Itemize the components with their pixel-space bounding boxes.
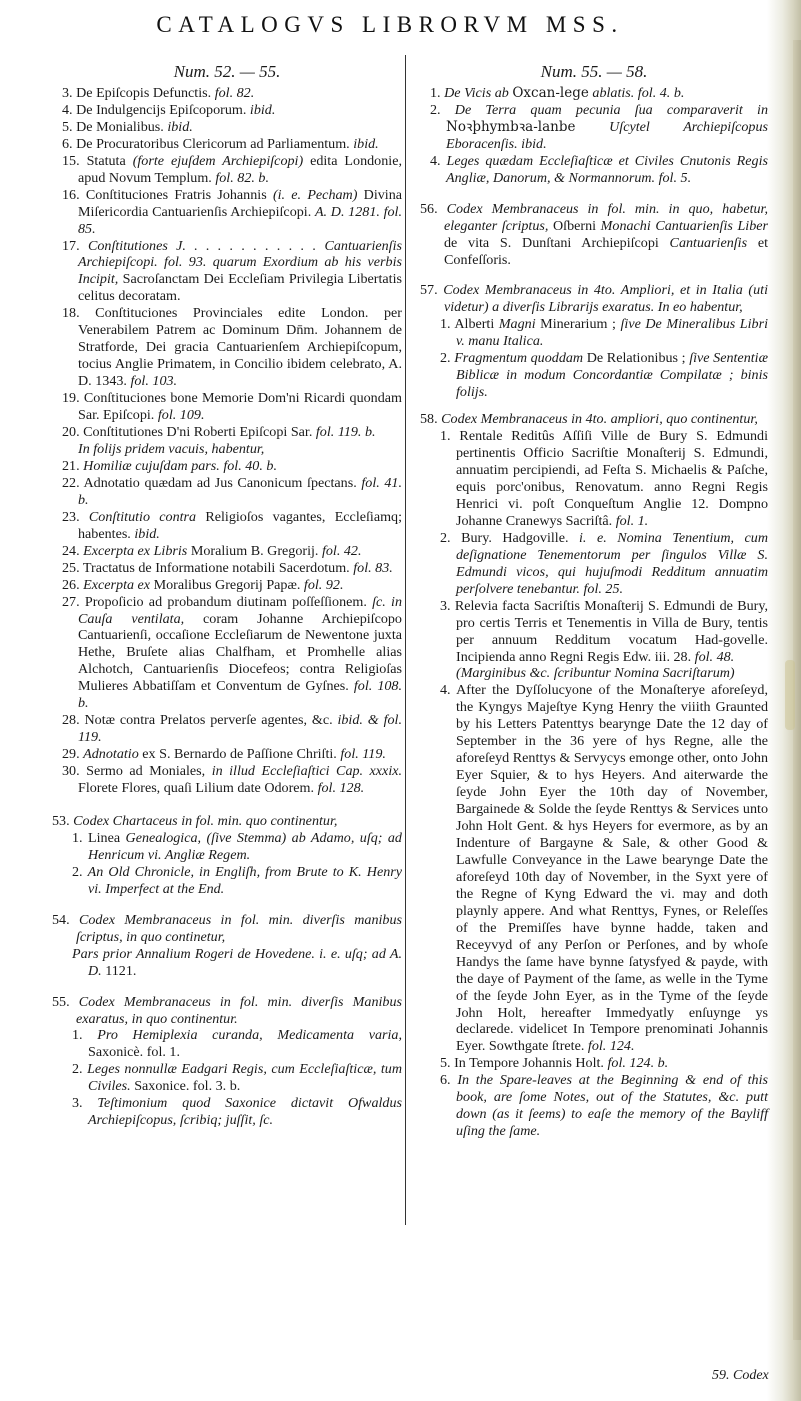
num-range: 52. — 55. (214, 62, 281, 81)
left-num-heading (52, 64, 402, 81)
entry-3: 3. De Epiſcopis Defunctis. fol. 82. (62, 84, 255, 101)
codex-57-item-2: 2. Fragmentum quoddam De Relationibus ; ſive Sententiæ Biblicæ in modum Concordantiæ Compilatæ ; binis folijs. (440, 350, 768, 401)
entry-21: 21. Homiliæ cujuſdam pars. fol. 40. b. (62, 457, 277, 474)
entry-4: 4. De Indulgencijs Epiſcoporum. ibid. (62, 101, 276, 118)
codex-58-item-3: 3. Relevia facta Sacriſtis Monaſterij S. Edmundi de Bury, pro certis Terris et Tenementis in Villa de Bury, tentis per annuum Redditum vocatum Had-govelle. Incipienda anno Regni Regis Edw. iii. 28. fol. 48. (Marginibus &c. ſcribuntur Nomina Sacriſtarum) (440, 597, 768, 682)
right-entry-2: 2. De Terra quam pecunia ſua comparaverit in Noꝛþhymbꝛa-lanbe Uſcytel Archiepiſcopus Eboracenſis. ibid. (430, 101, 768, 152)
entry-28: 28. Notæ contra Prelatos perverſe agentes, &c. ibid. & fol. 119. (62, 712, 402, 746)
left-column (52, 58, 402, 1129)
entry-6: 6. De Procuratoribus Clericorum ad Parliamentum. ibid. (62, 135, 379, 152)
entry-25: 25. Tractatus de Informatione notabili Sacerdotum. fol. 83. (62, 559, 393, 576)
codex-58-item-2: 2. Bury. Hadgoville. i. e. Nomina Tenentium, cum deſignatione Tenementorum per ſingulos Villæ S. Edmundi vicos, qui hujuſmodi Redditum annuatim perſolvere tenebantur. fol. 25. (440, 529, 769, 597)
entry-30: 30. Sermo ad Moniales, in illud Eccleſiaſtici Cap. xxxix. Florete Flores, quaſi Lilium date Odorem. fol. 128. (62, 763, 403, 797)
num-range: 55. — 58. (581, 62, 648, 81)
num-label: Num. (173, 62, 210, 81)
entry-15: 15. Statuta (forte ejuſdem Archiepiſcopi) edita Londonie, apud Novum Templum. fol. 82. b. (62, 152, 402, 186)
entry-20: 20. Conſtitutiones D'ni Roberti Epiſcopi Sar. fol. 119. b. In folijs pridem vacuis, habentur, (62, 424, 376, 457)
codex-58: 58. Codex Membranaceus in 4to. ampliori, quo continentur, (420, 411, 758, 428)
page-stain (785, 660, 795, 730)
codex-57-item-1: 1. Alberti Magni Minerarium ; ſive De Mineralibus Libri v. manu Italica. (440, 316, 768, 350)
codex-55-item-3: 3. Teſtimonium quod Saxonice dictavit Ofwaldus Archiepiſcopus, ſcribiq; juſſit, ſc. (72, 1095, 402, 1129)
entry-29: 29. Adnotatio ex S. Bernardo de Paſſione Chriſti. fol. 119. (62, 746, 386, 763)
column-divider (405, 55, 406, 1225)
entry-22: 22. Adnotatio quædam ad Jus Canonicum ſpectans. fol. 41. b. (62, 474, 403, 508)
codex-56: 56. Codex Membranaceus in fol. min. in quo, habetur, eleganter ſcriptus, Oſberni Monachi Cantuarienſis Liber de vita S. Dunſtani Archiepiſcopi Cantuarienſis et Confeſſoris. (420, 200, 768, 268)
entry-17: 17. Conſtitutiones J. . . . . . . . . . . . Cantuarienſis Archiepiſcopi. fol. 93. quarum Exordium ab his verbis Incipit, Sacroſanctam Dei Eccleſiam Privilegia Libertatis celitus decoratam. (62, 237, 403, 305)
right-entry-4: 4. Leges quædam Eccleſiaſticæ et Civiles Cnutonis Regis Angliæ, Danorum, & Normannorum. fol. 5. (430, 152, 768, 186)
entry-19: 19. Conſtituciones bone Memorie Dom'ni Ricardi quondam Sar. Epiſcopi. fol. 109. (62, 390, 402, 424)
right-column (420, 58, 768, 1140)
entry-26: 26. Excerpta ex Moralibus Gregorij Papæ. fol. 92. (62, 576, 344, 593)
codex-58-item-6: 6. In the Spare-leaves at the Beginning & end of this book, are ſome Notes, out of the Statutes, &c. putt down (as it ſeems) to eaſe the memory of the Bayliff uſing the ſame. (440, 1072, 768, 1140)
right-num-heading (420, 64, 768, 81)
entry-18: 18. Conſtituciones Provinciales edite London. per Venerabilem Patrem ac Dominum Dn̄m. Johannem de Stratforde, Dei gracia Cantuarienſem Archiepiſcopum, tocius Anglie Primatem, in Concilio ibidem celebrato, A. D. 1343. fol. 103. (62, 305, 402, 390)
running-head: CATALOGVS LIBRORVM MSS. (156, 12, 624, 37)
codex-53: 53. Codex Chartaceus in fol. min. quo continentur, (52, 812, 338, 829)
codex-55-item-2: 2. Leges nonnullæ Eadgari Regis, cum Eccleſiaſticæ, tum Civiles. Saxonice. fol. 3. b. (72, 1061, 402, 1095)
codex-53-item-2: 2. An Old Chronicle, in Engliſh, from Brute to K. Henry vi. Imperfect at the End. (72, 863, 402, 897)
codex-58-item-5: 5. In Tempore Johannis Holt. fol. 124. b. (440, 1055, 669, 1072)
catchword: 59. Codex (712, 1368, 769, 1383)
entry-24: 24. Excerpta ex Libris Moralium B. Gregorij. fol. 42. (62, 542, 362, 559)
codex-54-item: Pars prior Annalium Rogeri de Hovedene. i. e. uſq; ad A. D. 1121. (72, 945, 402, 979)
codex-55-item-1: 1. Pro Hemiplexia curanda, Medicamenta varia, Saxonicè. fol. 1. (72, 1027, 402, 1061)
codex-55: 55. Codex Membranaceus in fol. min. diverſis Manibus exaratus, in quo continentur. (52, 993, 402, 1027)
num-label: Num. (540, 62, 577, 81)
entry-23: 23. Conſtitutio contra Religioſos vagantes, Eccleſiamq; habentes. ibid. (62, 508, 402, 542)
codex-54: 54. Codex Membranaceus in fol. min. diverſis manibus ſcriptus, in quo continetur, (52, 911, 402, 945)
right-entry-1: 1. De Vicis ab Oxcan-lege ablatis. fol. 4. b. (430, 84, 685, 101)
codex-58-item-4: 4. After the Dyſſolucyone of the Monaſterye aforeſeyd, the Kyngys Majeſtye Kyng Henry the viiith Graunted by his Letters Patenttys bearynge Date the 12 day of September in the 36 yere of hys Regne, alle the aforeſeyd Renttys & Servycys emonge other, onto John Eyer Squier, & to hys Heyers. And aiterwarde the ſeyde John Eyer the 10th day of November, Bargainede & Solde the ſeyde Renttys & Services unto John Holt Gent. & hys Heyers for evermore, as by an Indenture of Bargayne & Sale, & other Good & Lawfulle Conveyance in the Lawe bearynge Date the aforeſeyd 10th day of November, in the Syxt yere of the Regne of Kyng Edward the vi. may and doth playnly appere. And what Renttys, Fynes, or Releſſes of the Premiſſes have bynne hadde, taken and Receyvyd of any Perſon or Perſones, and by whoſe Handys the ſame have bynne ſatysfyed & payde, with the daye of Payment of the ſame, as welle in the Tyme of the ſeyde John Eyer, as in the Tyme of the ſeyde John Holt, hereafter Immedyatly enſuynge ys declarede. videlicet In Tempore prenominati Johannis Eyer. Sowthgate ſtrete. fol. 124. (440, 682, 769, 1055)
codex-58-item-1: 1. Rentale Reditûs Aſſiſi Ville de Bury S. Edmundi pertinentis Officio Sacriſtie Monaſterij S. Edmundi, annuatim percipiendi, ad Feſta S. Michaelis & Paſche, equis porc'onibus, Renovatum. anno Regni Regis Henrici vi. poſt Conqueſtum Anglie 12. Dompno Johanne Cranewys Sacriſtâ. fol. 1. (440, 428, 768, 529)
entry-16: 16. Conſtituciones Fratris Johannis (i. e. Pecham) Divina Miſericordia Cantuarienſis Archiepiſcopi. A. D. 1281. fol. 85. (62, 186, 403, 237)
entry-5: 5. De Monialibus. ibid. (62, 118, 193, 135)
codex-57: 57. Codex Membranaceus in 4to. Ampliori, et in Italia (uti videtur) a diverſis Librarijs exaratus. In eo habentur, (420, 282, 769, 316)
entry-27: 27. Propoſicio ad probandum diutinam poſſeſſionem. ſc. in Cauſa ventilata, coram Johanne Archiepiſcopo Cantuarienſi, occaſione Eccleſiarum de Newentone juxta Hethe, Bruſete alias Chalfham, et Promhelle alias Alchotch, Cantuarienſis Diocefeos; contra Religioſas Mulieres Abbatiſſam et Conventum de Gyſnes. fol. 108. b. (62, 593, 402, 712)
codex-53-item-1: 1. Linea Genealogica, (ſive Stemma) ab Adamo, uſq; ad Henricum vi. Angliæ Regem. (72, 829, 402, 863)
